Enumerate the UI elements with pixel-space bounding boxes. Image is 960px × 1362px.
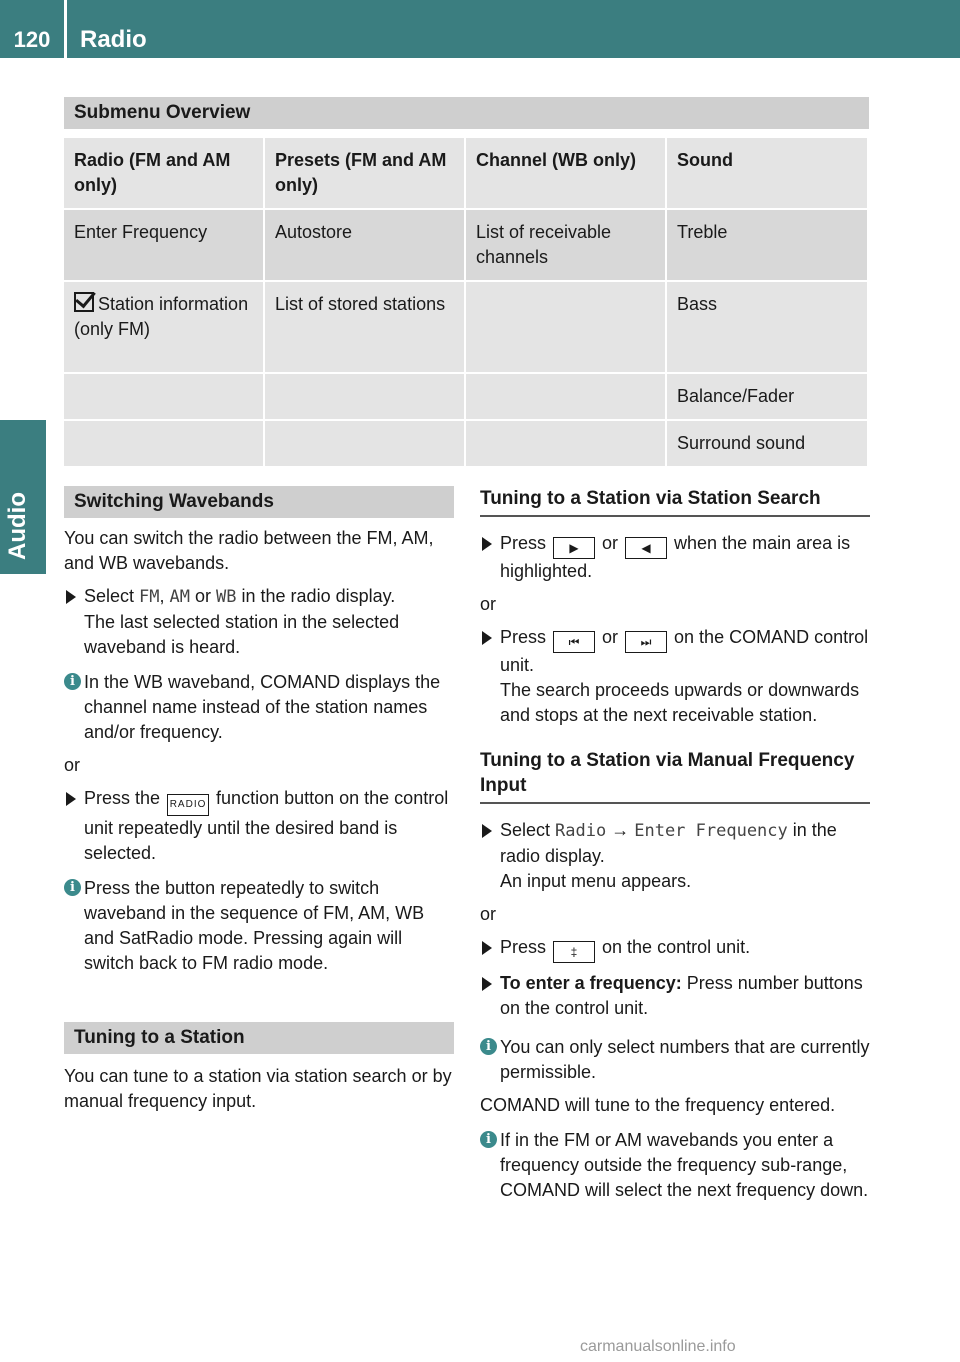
table-cell: Bass [667, 282, 869, 374]
table-header-cell: Channel (WB only) [466, 138, 667, 210]
step-text: when the main area is highlighted. [500, 533, 851, 581]
info-text: In the WB waveband, COMAND displays the channel name instead of the station names and/or frequency. [84, 672, 441, 742]
info-icon: i [480, 1131, 497, 1148]
table-cell [64, 421, 265, 468]
table-row [64, 374, 869, 421]
info-note [64, 876, 454, 976]
submenu-overview-table [64, 138, 869, 468]
table-cell [466, 282, 667, 374]
step-text: Press number buttons on the control unit. [500, 973, 863, 1018]
fm-option: FM [139, 587, 160, 607]
table-cell [64, 374, 265, 421]
manual-input-title: Tuning to a Station via Manual Frequency Input [480, 748, 870, 804]
or-text: or [64, 755, 81, 775]
right-column [480, 486, 870, 1203]
page-number: 120 [13, 27, 51, 52]
switching-step-1 [64, 584, 454, 660]
manual-step-1 [480, 818, 870, 894]
step-text: or [597, 627, 624, 647]
step-text: Select [84, 586, 140, 606]
info-text: Press the button repeatedly to switch waveband in the sequence of FM, AM, WB and SatRadio mode. Pressing again will switch back to FM radio mode. [84, 878, 425, 973]
search-step-2 [480, 625, 870, 728]
chapter-title: Radio [80, 26, 147, 53]
radio-menu-item: Radio [555, 821, 607, 841]
step-text: , [159, 586, 170, 606]
enter-frequency-menu-item: Enter Frequency [634, 821, 788, 841]
table-cell [466, 421, 667, 468]
table-row [64, 210, 869, 282]
info-text: If in the FM or AM wavebands you enter a frequency outside the frequency sub-range, COMAND will select the next frequency down. [500, 1130, 869, 1200]
step-text: or [190, 586, 217, 606]
left-column [64, 486, 454, 1114]
tuning-text: You can tune to a station via station search or by manual frequency input. [64, 1066, 452, 1111]
table-cell-text: Station information (only FM) [74, 294, 249, 339]
table-cell: Treble [667, 210, 869, 282]
table-cell: Enter Frequency [64, 210, 265, 282]
step-detail: The search proceeds upwards or downwards and stops at the next receivable station. [500, 680, 860, 725]
sidebar [0, 58, 46, 1362]
step-text: or [597, 533, 624, 553]
watermark: carmanualsonline.info [580, 1338, 736, 1355]
step-bold-text: To enter a frequency: [500, 973, 682, 993]
table-cell [466, 374, 667, 421]
info-note [64, 670, 454, 745]
manual-step-3 [480, 971, 870, 1021]
info-icon: i [64, 879, 81, 896]
section-tab-label: Audio [4, 492, 31, 560]
manual-step-2 [480, 935, 870, 963]
info-note [480, 1035, 870, 1085]
right-arrow-key-icon: ▶ [553, 537, 595, 559]
info-icon: i [64, 673, 81, 690]
step-arrow-icon [66, 792, 76, 806]
step-text: on the COMAND control unit. [500, 627, 869, 675]
step-arrow-icon [482, 537, 492, 551]
left-arrow-key-icon: ◀ [625, 537, 667, 559]
info-text: You can only select numbers that are currently permissible. [500, 1037, 870, 1082]
checkbox-checked-icon [74, 292, 94, 312]
table-cell: List of stored stations [265, 282, 466, 374]
step-detail: The last selected station in the selected waveband is heard. [84, 612, 400, 657]
table-header-row [64, 138, 869, 210]
step-text: in the radio display. [500, 820, 837, 866]
table-cell: List of receivable channels [466, 210, 667, 282]
step-text: Press [500, 937, 552, 957]
table-row [64, 421, 869, 468]
step-text: Select [500, 820, 556, 840]
frequency-key-icon: ‡ [553, 941, 595, 963]
radio-key-icon: RADIO [167, 794, 209, 816]
table-cell [64, 282, 265, 374]
table-header-cell: Presets (FM and AM only) [265, 138, 466, 210]
skip-back-key-icon: ⏮ [553, 631, 595, 653]
step-text: Press the [84, 788, 166, 808]
wb-option: WB [216, 587, 237, 607]
step-detail: An input menu appears. [500, 871, 692, 891]
table-cell [265, 421, 466, 468]
step-text: on the control unit. [597, 937, 751, 957]
result-text: COMAND will tune to the frequency entered. [480, 1095, 836, 1115]
switching-wavebands-title: Switching Wavebands [64, 486, 454, 518]
switching-intro: You can switch the radio between the FM, AM, and WB wavebands. [64, 528, 434, 573]
step-text: function button on the control unit repeatedly until the desired band is selected. [84, 788, 449, 863]
arrow-icon: → [606, 820, 635, 840]
submenu-overview-title: Submenu Overview [64, 97, 869, 129]
am-option: AM [169, 587, 191, 607]
tuning-title: Tuning to a Station [64, 1022, 454, 1054]
step-text: in the radio display. [236, 586, 396, 606]
table-cell: Autostore [265, 210, 466, 282]
or-text: or [480, 594, 497, 614]
step-arrow-icon [482, 631, 492, 645]
info-note [480, 1128, 870, 1203]
table-header-cell: Sound [667, 138, 869, 210]
table-cell: Balance/Fader [667, 374, 869, 421]
step-arrow-icon [482, 941, 492, 955]
step-arrow-icon [66, 590, 76, 604]
step-arrow-icon [482, 977, 492, 991]
table-cell: Surround sound [667, 421, 869, 468]
station-search-title: Tuning to a Station via Station Search [480, 486, 870, 517]
step-arrow-icon [482, 824, 492, 838]
search-step-1 [480, 531, 870, 584]
or-text: or [480, 904, 497, 924]
info-icon: i [480, 1038, 497, 1055]
table-header-cell: Radio (FM and AM only) [64, 138, 265, 210]
table-row [64, 282, 869, 374]
step-text: Press [500, 533, 552, 553]
switching-step-2 [64, 786, 454, 866]
table-cell [265, 374, 466, 421]
top-bar-divider [64, 0, 67, 58]
skip-forward-key-icon: ⏭ [625, 631, 667, 653]
step-text: Press [500, 627, 552, 647]
